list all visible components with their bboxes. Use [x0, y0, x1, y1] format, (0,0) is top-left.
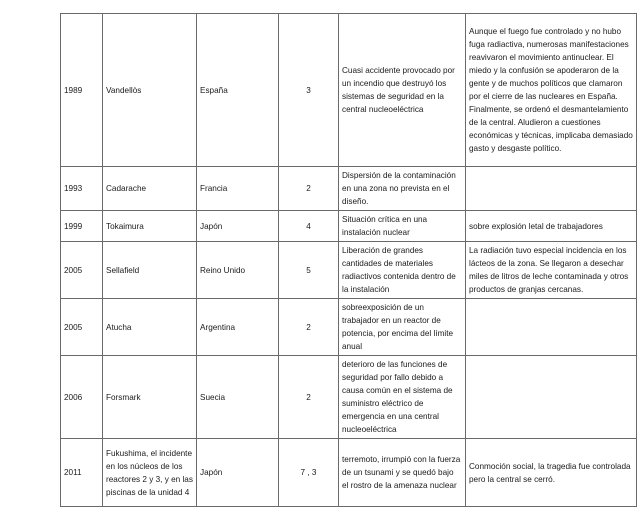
description-cell: Dispersión de la contaminación en una zona no prevista en el diseño. — [339, 167, 466, 211]
table-row — [61, 299, 637, 356]
table-row — [61, 242, 637, 299]
description-cell: Situación crítica en una instalación nuclear — [339, 211, 466, 242]
year-cell: 2006 — [61, 356, 103, 439]
consequence-cell — [466, 299, 637, 356]
consequence-cell — [466, 356, 637, 439]
year-cell: 1989 — [61, 14, 103, 167]
year-cell: 1999 — [61, 211, 103, 242]
country-cell: España — [197, 14, 279, 167]
site-cell: Forsmark — [103, 356, 197, 439]
table-row — [61, 211, 637, 242]
site-cell: Fukushima, el incidente en los núcleos de los reactores 2 y 3, y en las piscinas de la unidad 4 — [103, 439, 197, 507]
site-cell: Tokaimura — [103, 211, 197, 242]
site-cell: Cadarache — [103, 167, 197, 211]
level-cell: 4 — [279, 211, 339, 242]
country-cell: Japón — [197, 211, 279, 242]
year-cell: 2005 — [61, 242, 103, 299]
level-cell: 2 — [279, 299, 339, 356]
description-cell: Liberación de grandes cantidades de materiales radiactivos contenida dentro de la instalación — [339, 242, 466, 299]
level-cell: 3 — [279, 14, 339, 167]
description-cell: terremoto, irrumpió con la fuerza de un tsunami y se quedó bajo el rostro de la amenaza nuclear — [339, 439, 466, 507]
table-row — [61, 167, 637, 211]
consequence-cell: Aunque el fuego fue controlado y no hubo fuga radiactiva, numerosas manifestaciones reavivaron el movimiento antinuclear. El miedo y la confusión se apoderaron de la gente y de muchos políticos que clamaron por el cierre de las nucleares en España. Finalmente, se ordenó el desmantelamiento de la central. Aludieron a cuestiones económicas y técnicas, implicaba demasiado gasto y desgaste político. — [466, 14, 637, 167]
table-row — [61, 356, 637, 439]
country-cell: Suecia — [197, 356, 279, 439]
description-cell: sobreexposición de un trabajador en un reactor de potencia, por encima del límite anual — [339, 299, 466, 356]
site-cell: Vandellòs — [103, 14, 197, 167]
description-cell: Cuasi accidente provocado por un incendio que destruyó los sistemas de seguridad en la central nucleoeléctrica — [339, 14, 466, 167]
table-row — [61, 439, 637, 507]
country-cell: Japón — [197, 439, 279, 507]
site-cell: Sellafield — [103, 242, 197, 299]
site-cell: Atucha — [103, 299, 197, 356]
level-cell: 2 — [279, 356, 339, 439]
country-cell: Argentina — [197, 299, 279, 356]
level-cell: 2 — [279, 167, 339, 211]
description-cell: deterioro de las funciones de seguridad por fallo debido a causa común en el sistema de suministro eléctrico de emergencia en una central nucleoeléctrica — [339, 356, 466, 439]
consequence-cell: La radiación tuvo especial incidencia en los lácteos de la zona. Se llegaron a desechar miles de litros de leche contaminada y otros productos de granjas cercanas. — [466, 242, 637, 299]
nuclear-incidents-table — [60, 13, 637, 507]
consequence-cell: sobre explosión letal de trabajadores — [466, 211, 637, 242]
level-cell: 5 — [279, 242, 339, 299]
year-cell: 2005 — [61, 299, 103, 356]
table-row — [61, 14, 637, 167]
year-cell: 1993 — [61, 167, 103, 211]
year-cell: 2011 — [61, 439, 103, 507]
consequence-cell — [466, 167, 637, 211]
country-cell: Reino Unido — [197, 242, 279, 299]
consequence-cell: Conmoción social, la tragedia fue controlada pero la central se cerró. — [466, 439, 637, 507]
country-cell: Francia — [197, 167, 279, 211]
level-cell: 7 , 3 — [279, 439, 339, 507]
